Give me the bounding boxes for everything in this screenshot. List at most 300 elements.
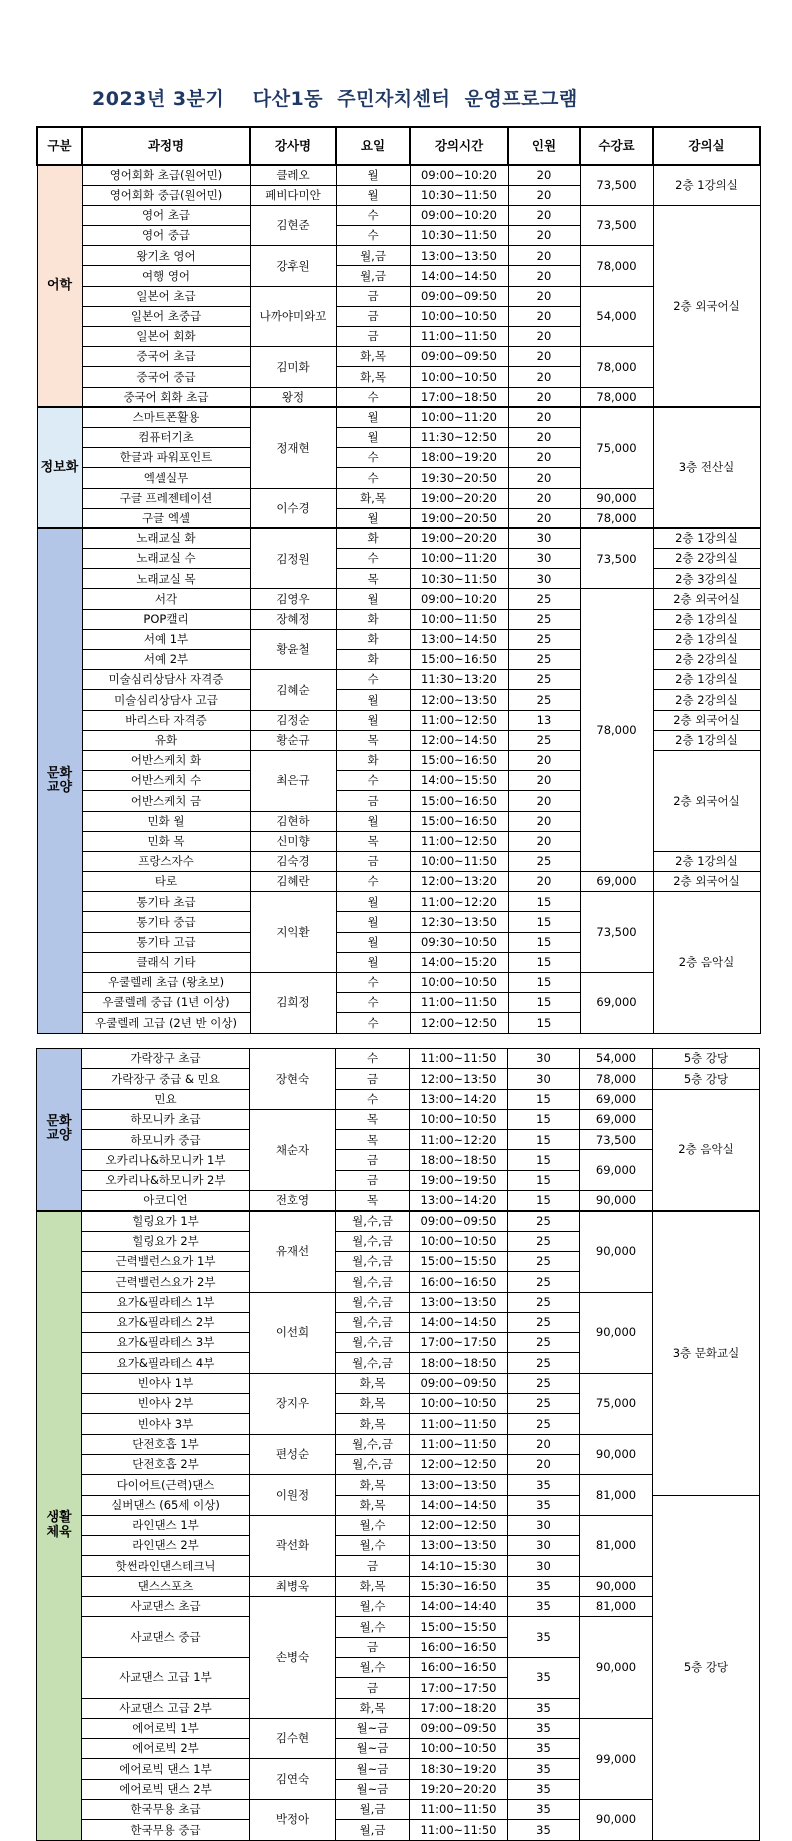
table-cell: 월~금 — [336, 1759, 410, 1779]
table-cell: 5층 강당 — [653, 1495, 760, 1840]
table-cell: 요가&필라테스 2부 — [82, 1312, 250, 1332]
table-cell: 민요 — [82, 1089, 250, 1109]
table-cell: 우쿨렐레 중급 (1년 이상) — [82, 993, 250, 1013]
table-cell: 14:00~14:50 — [410, 266, 508, 286]
table-cell: 김정순 — [250, 710, 336, 730]
table-cell: 금 — [336, 1678, 410, 1698]
table-cell: 09:00~09:50 — [410, 1718, 508, 1738]
table-cell: 12:00~12:50 — [410, 1515, 508, 1535]
table-cell: 12:00~13:20 — [410, 872, 508, 892]
table-cell: 월~금 — [336, 1718, 410, 1738]
table-cell: 78,000 — [580, 508, 653, 528]
table-cell: 81,000 — [580, 1597, 653, 1617]
table-cell: 이수경 — [250, 488, 336, 528]
table-cell: 수 — [336, 1089, 410, 1109]
table-cell: 화 — [336, 528, 410, 548]
table-cell: 목 — [336, 730, 410, 750]
table-cell: 90,000 — [580, 1211, 653, 1292]
table-cell: 30 — [508, 1556, 580, 1576]
table-cell: 75,000 — [580, 1373, 653, 1434]
table-cell: 화,목 — [336, 1475, 410, 1495]
table-cell: 19:00~19:50 — [410, 1170, 508, 1190]
table-cell: 월,금 — [336, 1820, 410, 1840]
table-cell: 78,000 — [580, 347, 653, 387]
table-row — [37, 1799, 760, 1819]
table-cell: 25 — [508, 629, 580, 649]
table-cell: 월,수,금 — [336, 1251, 410, 1271]
table-cell: 14:10~15:30 — [410, 1556, 508, 1576]
table-cell: 수 — [336, 670, 410, 690]
table-row — [37, 205, 760, 225]
table-cell: 69,000 — [580, 1109, 653, 1129]
table-cell: 10:00~10:50 — [410, 1394, 508, 1414]
table-cell: 73,500 — [580, 528, 653, 589]
table-cell: 35 — [508, 1779, 580, 1799]
table-cell: 이원정 — [250, 1475, 336, 1516]
table-cell: 월 — [336, 165, 410, 185]
table-cell: 어반스케치 금 — [82, 791, 250, 811]
table-cell: 핫썬라인댄스테크닉 — [82, 1556, 250, 1576]
category-cell: 정보화 — [37, 407, 82, 528]
table-cell: 한글과 파워포인트 — [82, 448, 250, 468]
table-cell: 김현하 — [250, 811, 336, 831]
table-cell: 하모니카 초급 — [82, 1109, 250, 1129]
table-cell: 69,000 — [580, 1089, 653, 1109]
table-cell: 김연숙 — [250, 1759, 336, 1800]
table-cell: 타로 — [82, 872, 250, 892]
table-cell: 09:00~10:20 — [410, 165, 508, 185]
table-cell: 화,목 — [336, 1495, 410, 1515]
table-cell: 사교댄스 고급 2부 — [82, 1698, 250, 1718]
table-row — [37, 1069, 760, 1089]
table-cell: 20 — [508, 165, 580, 185]
table-cell: 장혜정 — [250, 609, 336, 629]
table-cell: 2층 1강의실 — [653, 165, 760, 205]
table-cell: 금 — [336, 1556, 410, 1576]
table-cell: 20 — [508, 791, 580, 811]
table-cell: 5층 강당 — [653, 1069, 760, 1089]
table-cell: 25 — [508, 1211, 580, 1231]
table-row — [37, 508, 760, 528]
table-cell: 컴퓨터기초 — [82, 427, 250, 447]
table-row — [37, 1617, 760, 1637]
table-cell: 월~금 — [336, 1739, 410, 1759]
table-cell: 2층 2강의실 — [653, 650, 760, 670]
table-cell: 11:00~11:50 — [410, 1049, 508, 1069]
table-cell: 빈야사 1부 — [82, 1373, 250, 1393]
table-cell: 화,목 — [336, 1576, 410, 1596]
table-cell: 김희정 — [250, 973, 336, 1034]
table-cell: 15 — [508, 932, 580, 952]
table-cell: 30 — [508, 1515, 580, 1535]
table-cell: 김혜순 — [250, 670, 336, 710]
table-cell: 엑셀실무 — [82, 468, 250, 488]
table-cell: 2층 1강의실 — [653, 609, 760, 629]
table-cell: 오카리나&하모니카 2부 — [82, 1170, 250, 1190]
table-cell: 16:00~16:50 — [410, 1637, 508, 1657]
table-cell: 수 — [336, 1049, 410, 1069]
table-cell: 댄스스포츠 — [82, 1576, 250, 1596]
table-cell: 35 — [508, 1597, 580, 1617]
table-cell: 11:00~11:50 — [410, 993, 508, 1013]
table-cell: 15 — [508, 993, 580, 1013]
table-cell: 2층 3강의실 — [653, 569, 760, 589]
table-cell: 2층 음악실 — [653, 892, 760, 1033]
table-cell: 단전호흡 2부 — [82, 1454, 250, 1474]
table-cell: 금 — [336, 327, 410, 347]
table-cell: 78,000 — [580, 387, 653, 407]
table-cell: 25 — [508, 1394, 580, 1414]
table-cell: 금 — [336, 851, 410, 871]
table-cell: 15 — [508, 1130, 580, 1150]
table-cell: 20 — [508, 185, 580, 205]
table-row — [37, 1211, 760, 1231]
header-room: 강의실 — [653, 127, 760, 165]
table-cell: 2층 1강의실 — [653, 629, 760, 649]
table-row — [37, 1597, 760, 1617]
table-cell: 25 — [508, 1231, 580, 1251]
table-cell: 10:00~11:20 — [410, 407, 508, 427]
table-cell: 수 — [336, 448, 410, 468]
table-cell: 중국어 중급 — [82, 367, 250, 387]
header-instructor: 강사명 — [250, 127, 336, 165]
table-cell: 2층 음악실 — [653, 1089, 760, 1211]
table-cell: 수 — [336, 872, 410, 892]
table-cell: 20 — [508, 872, 580, 892]
table-cell: 35 — [508, 1617, 580, 1658]
table-cell: 09:00~09:50 — [410, 347, 508, 367]
table-cell: 12:00~13:50 — [410, 690, 508, 710]
table-cell: 15:30~16:50 — [410, 1576, 508, 1596]
table-cell: 화 — [336, 609, 410, 629]
table-cell: 15 — [508, 1191, 580, 1211]
table-cell: 월 — [336, 427, 410, 447]
table-cell: 15 — [508, 892, 580, 912]
table-cell: 2층 외국어실 — [653, 750, 760, 851]
table-cell: 요가&필라테스 1부 — [82, 1292, 250, 1312]
table-cell: 최은규 — [250, 750, 336, 811]
table-cell: 90,000 — [580, 1292, 653, 1373]
program-table-1 — [36, 126, 761, 1034]
table-cell: 금 — [336, 1637, 410, 1657]
table-cell: 일본어 회화 — [82, 327, 250, 347]
table-cell: 54,000 — [580, 286, 653, 347]
table-cell: 90,000 — [580, 1434, 653, 1475]
table-cell: 월,수,금 — [336, 1312, 410, 1332]
table-cell: 월,수,금 — [336, 1272, 410, 1292]
table-cell: 30 — [508, 1069, 580, 1089]
table-cell: 월,수,금 — [336, 1353, 410, 1373]
category-cell: 생활 체육 — [37, 1211, 82, 1840]
table-cell: 우쿨렐레 고급 (2년 반 이상) — [82, 1013, 250, 1033]
table-row — [37, 387, 760, 407]
table-row — [37, 286, 760, 306]
table-cell: 클래식 기타 — [82, 952, 250, 972]
table-cell: 75,000 — [580, 407, 653, 488]
table-cell: 35 — [508, 1698, 580, 1718]
table-cell: 사교댄스 고급 1부 — [82, 1657, 250, 1698]
table-cell: 신미향 — [250, 831, 336, 851]
table-cell: 에어로빅 2부 — [82, 1739, 250, 1759]
table-cell: 13:00~13:50 — [410, 246, 508, 266]
table-cell: 월~금 — [336, 1779, 410, 1799]
table-cell: 81,000 — [580, 1475, 653, 1516]
table-cell: 35 — [508, 1475, 580, 1495]
table-cell: 강후원 — [250, 246, 336, 286]
table-cell: 수 — [336, 549, 410, 569]
table-cell: 2층 2강의실 — [653, 549, 760, 569]
table-cell: 월,수,금 — [336, 1211, 410, 1231]
table-cell: 10:00~10:50 — [410, 367, 508, 387]
table-cell: 민화 월 — [82, 811, 250, 831]
table-cell: 근력밸런스요가 2부 — [82, 1272, 250, 1292]
table-cell: 노래교실 목 — [82, 569, 250, 589]
table-cell: 영어회화 중급(원어민) — [82, 185, 250, 205]
table-cell: 정재현 — [250, 407, 336, 488]
table-cell: 2층 외국어실 — [653, 205, 760, 407]
table-cell: 20 — [508, 205, 580, 225]
table-cell: 19:00~20:20 — [410, 488, 508, 508]
table-cell: 15 — [508, 1150, 580, 1170]
table-cell: 14:00~14:40 — [410, 1597, 508, 1617]
table-cell: 화,목 — [336, 1698, 410, 1718]
table-row — [37, 347, 760, 367]
table-cell: 11:00~11:50 — [410, 1799, 508, 1819]
table-cell: 힐링요가 1부 — [82, 1211, 250, 1231]
table-cell: 20 — [508, 811, 580, 831]
table-cell: 99,000 — [580, 1718, 653, 1799]
table-cell: 20 — [508, 750, 580, 770]
table-cell: 월,금 — [336, 1799, 410, 1819]
table-cell: 73,500 — [580, 1130, 653, 1150]
table-cell: 목 — [336, 1109, 410, 1129]
table-cell: 월 — [336, 912, 410, 932]
table-cell: 13:00~13:50 — [410, 1536, 508, 1556]
table-cell: 25 — [508, 1373, 580, 1393]
table-cell: 11:00~11:50 — [410, 1434, 508, 1454]
table-cell: 김영우 — [250, 589, 336, 609]
table-cell: 클레오 — [250, 165, 336, 185]
table-cell: 어반스케치 수 — [82, 771, 250, 791]
table-cell: 빈야사 3부 — [82, 1414, 250, 1434]
table-cell: 페비다미안 — [250, 185, 336, 205]
table-cell: 서각 — [82, 589, 250, 609]
table-cell: 나까야미와꼬 — [250, 286, 336, 347]
table-cell: 근력밸런스요가 1부 — [82, 1251, 250, 1271]
table-cell: 12:00~12:50 — [410, 1013, 508, 1033]
table-cell: 11:00~11:50 — [410, 327, 508, 347]
table-cell: 월,수 — [336, 1597, 410, 1617]
table-cell: 서예 2부 — [82, 650, 250, 670]
table-cell: 2층 2강의실 — [653, 690, 760, 710]
table-cell: 35 — [508, 1657, 580, 1698]
table-cell: 미술심리상담사 자격증 — [82, 670, 250, 690]
table-cell: 11:00~12:20 — [410, 892, 508, 912]
table-cell: 월,금 — [336, 266, 410, 286]
table-cell: 11:30~13:20 — [410, 670, 508, 690]
table-cell: 13:00~14:50 — [410, 629, 508, 649]
table-row — [37, 1292, 760, 1312]
table-cell: 15:00~16:50 — [410, 750, 508, 770]
table-cell: 25 — [508, 650, 580, 670]
table-cell: 김미화 — [250, 347, 336, 387]
table-cell: 15:00~15:50 — [410, 1617, 508, 1637]
table-cell: 어반스케치 화 — [82, 750, 250, 770]
table-cell: 20 — [508, 367, 580, 387]
table-cell: 수 — [336, 1013, 410, 1033]
table-cell: 20 — [508, 286, 580, 306]
table-cell: 황윤철 — [250, 629, 336, 669]
table-cell: 채순자 — [250, 1109, 336, 1190]
table-cell: 2층 1강의실 — [653, 851, 760, 871]
table-row — [37, 1130, 760, 1150]
table-cell: 3층 문화교실 — [653, 1211, 760, 1495]
table-cell: 월 — [336, 932, 410, 952]
table-cell: 16:00~16:50 — [410, 1272, 508, 1292]
table-cell: 수 — [336, 226, 410, 246]
table-cell: 25 — [508, 1333, 580, 1353]
table-cell: 2층 1강의실 — [653, 528, 760, 548]
category-cell: 어학 — [37, 165, 82, 407]
table-cell: 10:30~11:50 — [410, 226, 508, 246]
table-cell: 5층 강당 — [653, 1049, 760, 1069]
table-cell: 09:00~10:20 — [410, 205, 508, 225]
table-cell: 90,000 — [580, 1576, 653, 1596]
table-cell: 90,000 — [580, 1191, 653, 1211]
table-cell: 19:20~20:20 — [410, 1779, 508, 1799]
table-cell: 73,500 — [580, 205, 653, 245]
table-cell: 가락장구 초급 — [82, 1049, 250, 1069]
table-cell: 30 — [508, 528, 580, 548]
table-cell: 11:00~12:20 — [410, 1130, 508, 1150]
table-cell: 지익환 — [250, 892, 336, 973]
table-cell: 구글 프레젠테이션 — [82, 488, 250, 508]
table-cell: 유화 — [82, 730, 250, 750]
table-cell: 20 — [508, 407, 580, 427]
table-cell: 최병욱 — [250, 1576, 336, 1596]
table-cell: 목 — [336, 1191, 410, 1211]
table-cell: 35 — [508, 1799, 580, 1819]
table-cell: 17:00~18:50 — [410, 387, 508, 407]
table-cell: 오카리나&하모니카 1부 — [82, 1150, 250, 1170]
table-row — [37, 973, 760, 993]
table-cell: 15:00~16:50 — [410, 650, 508, 670]
table-cell: 35 — [508, 1495, 580, 1515]
table-cell: 월,수,금 — [336, 1231, 410, 1251]
table-row — [37, 488, 760, 508]
table-cell: 18:00~18:50 — [410, 1150, 508, 1170]
table-cell: 35 — [508, 1739, 580, 1759]
table-cell: 곽선화 — [250, 1515, 336, 1576]
table-cell: POP캘리 — [82, 609, 250, 629]
table-cell: 13:00~13:50 — [410, 1292, 508, 1312]
table-cell: 10:30~11:50 — [410, 185, 508, 205]
table-cell: 30 — [508, 1049, 580, 1069]
table-cell: 김숙경 — [250, 851, 336, 871]
table-cell: 수 — [336, 771, 410, 791]
table-cell: 금 — [336, 1170, 410, 1190]
header-row — [37, 127, 760, 165]
table-cell: 20 — [508, 1454, 580, 1474]
table-cell: 수 — [336, 973, 410, 993]
table-cell: 10:00~10:50 — [410, 306, 508, 326]
table-cell: 14:00~14:50 — [410, 1495, 508, 1515]
table-cell: 18:30~19:20 — [410, 1759, 508, 1779]
table-cell: 황순규 — [250, 730, 336, 750]
table-cell: 김현준 — [250, 205, 336, 245]
table-row — [37, 165, 760, 185]
table-cell: 서예 1부 — [82, 629, 250, 649]
table-cell: 78,000 — [580, 1069, 653, 1089]
table-cell: 요가&필라테스 3부 — [82, 1333, 250, 1353]
table-cell: 화 — [336, 650, 410, 670]
table-cell: 90,000 — [580, 1799, 653, 1840]
table-cell: 18:00~18:50 — [410, 1353, 508, 1373]
header-course: 과정명 — [82, 127, 250, 165]
table-cell: 월,수,금 — [336, 1292, 410, 1312]
table-cell: 영어 초급 — [82, 205, 250, 225]
table-cell: 20 — [508, 327, 580, 347]
table-cell: 20 — [508, 771, 580, 791]
table-cell: 54,000 — [580, 1049, 653, 1069]
table-cell: 김수현 — [250, 1718, 336, 1759]
table-cell: 15 — [508, 1013, 580, 1033]
table-cell: 금 — [336, 1069, 410, 1089]
table-cell: 아코디언 — [82, 1191, 250, 1211]
table-cell: 09:00~10:20 — [410, 589, 508, 609]
table-cell: 25 — [508, 851, 580, 871]
table-cell: 하모니카 중급 — [82, 1130, 250, 1150]
table-cell: 10:00~11:50 — [410, 609, 508, 629]
table-cell: 빈야사 2부 — [82, 1394, 250, 1414]
table-cell: 에어로빅 댄스 2부 — [82, 1779, 250, 1799]
table-cell: 전호영 — [250, 1191, 336, 1211]
table-cell: 11:00~12:50 — [410, 831, 508, 851]
table-cell: 25 — [508, 690, 580, 710]
table-cell: 17:00~17:50 — [410, 1678, 508, 1698]
table-cell: 35 — [508, 1576, 580, 1596]
table-cell: 금 — [336, 286, 410, 306]
table-cell: 15:00~15:50 — [410, 1251, 508, 1271]
header-time: 강의시간 — [410, 127, 508, 165]
table-cell: 월 — [336, 589, 410, 609]
table-cell: 17:00~17:50 — [410, 1333, 508, 1353]
table-cell: 수 — [336, 993, 410, 1013]
table-cell: 19:00~20:20 — [410, 528, 508, 548]
table-cell: 2층 1강의실 — [653, 730, 760, 750]
table-cell: 13 — [508, 710, 580, 730]
table-cell: 프랑스자수 — [82, 851, 250, 871]
table-cell: 한국무용 초급 — [82, 1799, 250, 1819]
table-cell: 20 — [508, 266, 580, 286]
table-cell: 화,목 — [336, 347, 410, 367]
table-cell: 09:00~09:50 — [410, 286, 508, 306]
table-cell: 20 — [508, 387, 580, 407]
table-cell: 35 — [508, 1718, 580, 1738]
table-cell: 유재선 — [250, 1211, 336, 1292]
table-cell: 20 — [508, 468, 580, 488]
table-row — [37, 1576, 760, 1596]
table-cell: 월,수,금 — [336, 1454, 410, 1474]
table-cell: 09:00~09:50 — [410, 1211, 508, 1231]
program-table-2 — [36, 1048, 760, 1841]
table-cell: 일본어 초급 — [82, 286, 250, 306]
table-cell: 25 — [508, 1272, 580, 1292]
table-cell: 월 — [336, 690, 410, 710]
table-cell: 11:30~12:50 — [410, 427, 508, 447]
table-cell: 11:00~12:50 — [410, 710, 508, 730]
table-cell: 2층 외국어실 — [653, 872, 760, 892]
